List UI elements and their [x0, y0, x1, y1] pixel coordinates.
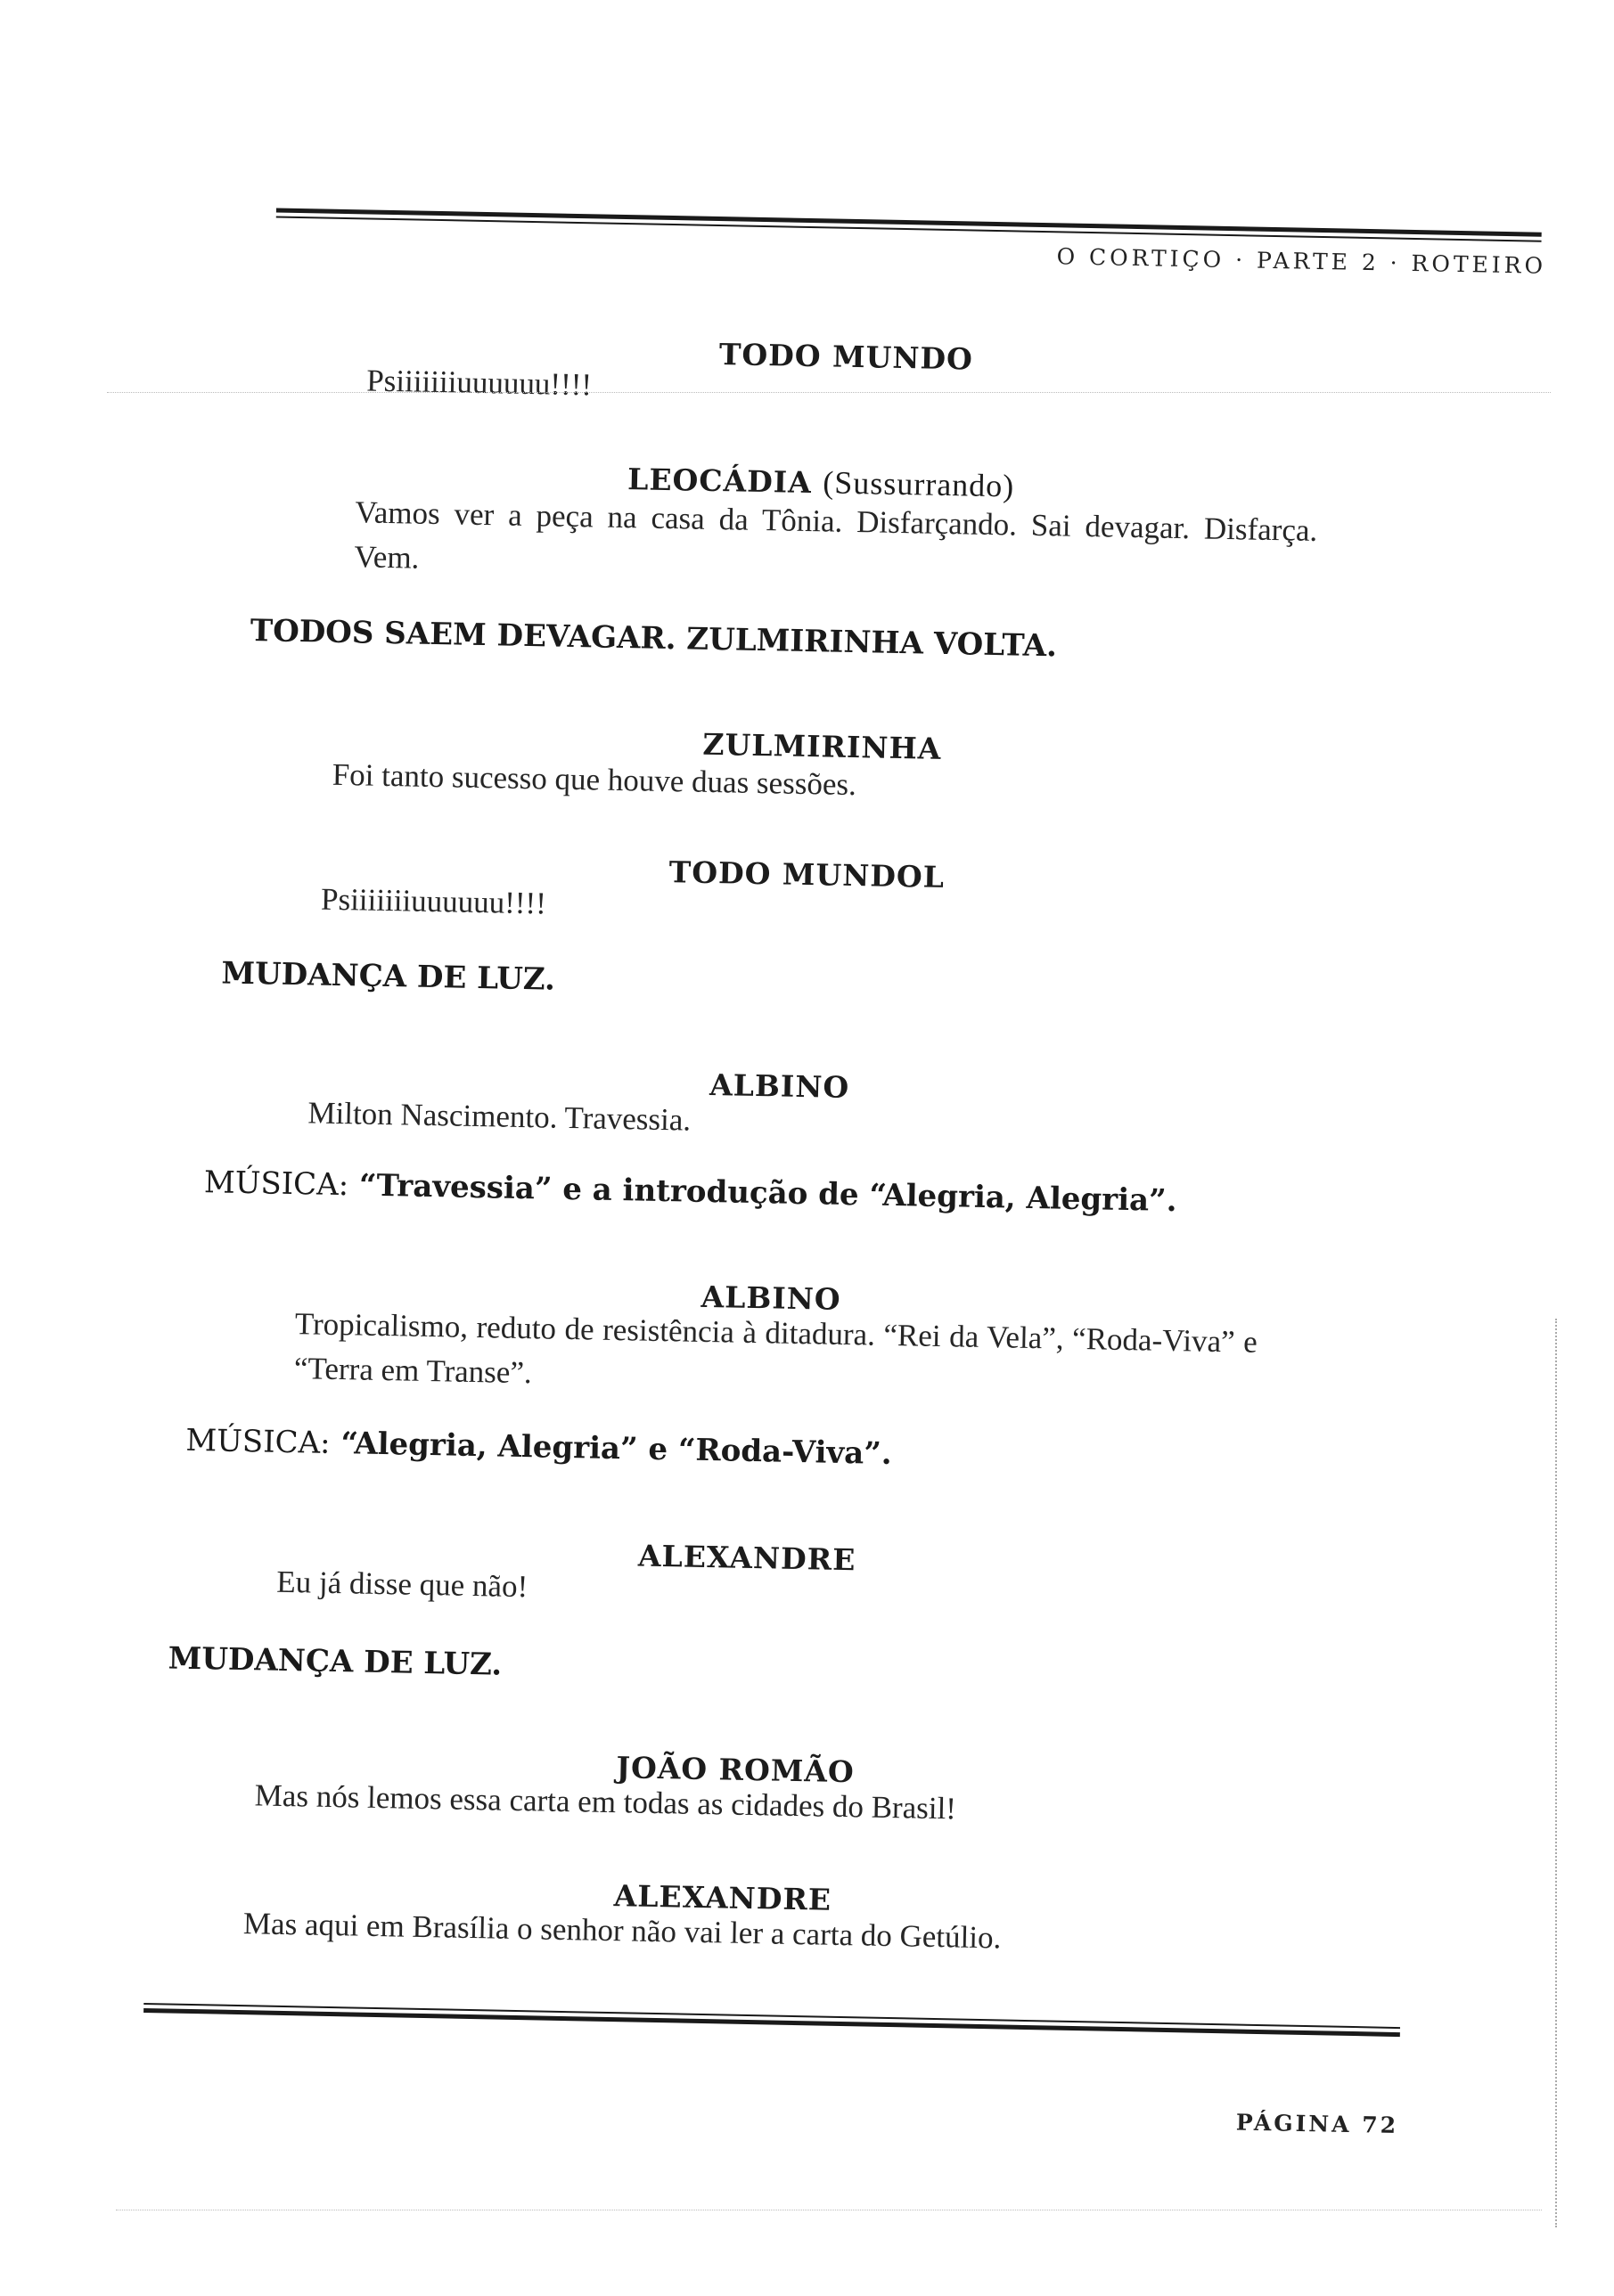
speaker-alexandre: ALEXANDRE	[637, 1538, 856, 1578]
music-cue	[204, 1164, 1177, 1219]
music-cue-prefix: MÚSICA:	[203, 1164, 349, 1204]
speaker-todo-mundo: TODO MUNDO	[718, 337, 974, 377]
stage-direction: MUDANÇA DE LUZ.	[168, 1640, 503, 1683]
page-number: PÁGINA 72	[1235, 2109, 1399, 2139]
music-cue	[185, 1423, 892, 1472]
dialogue-line: Psiiiiiiiuuuuuu!!!!	[365, 363, 593, 403]
speaker-alexandre: ALEXANDRE	[613, 1878, 832, 1917]
scan-artifact	[107, 392, 1551, 393]
stage-direction: TODOS SAEM DEVAGAR. ZULMIRINHA VOLTA.	[250, 613, 1058, 665]
dialogue-line: Vamos ver a peça na casa da Tônia. Disfarçando. Sai devagar. Disfarça. Vem.	[354, 494, 1318, 576]
speaker-name: LEOCÁDIA	[627, 462, 813, 501]
speaker-albino: ALBINO	[700, 1279, 842, 1317]
dialogue-line: Tropicalismo, reduto de resistência à ditadura. “Rei da Vela”, “Roda-Viva” e “Terra em Transe”.	[293, 1306, 1258, 1391]
stage-direction: MUDANÇA DE LUZ.	[221, 955, 556, 998]
dialogue-line: Mas aqui em Brasília o senhor não vai ler a carta do Getúlio.	[242, 1906, 1002, 1956]
speaker-zulmirinha: ZULMIRINHA	[702, 726, 942, 766]
speaker-joao-romao: JOÃO ROMÃO	[616, 1750, 856, 1790]
dialogue-line: Foi tanto sucesso que houve duas sessões.	[332, 756, 857, 803]
music-cue-text: “Alegria, Alegria” e “Roda-Viva”.	[340, 1426, 893, 1472]
footer-rule	[143, 2003, 1400, 2037]
dialogue-line: Psiiiiiiiuuuuuu!!!!	[320, 881, 547, 921]
speaker-todo-mundol: TODO MUNDOL	[668, 854, 946, 895]
music-cue-text: “Travessia” e a introdução de “Alegria, Alegria”.	[358, 1167, 1177, 1220]
scan-edge-artifact	[1555, 1319, 1562, 2227]
running-header: O CORTIÇO · PARTE 2 · ROTEIRO	[1056, 243, 1547, 279]
dialogue-line: Mas nós lemos essa carta em todas as cidades do Brasil!	[254, 1777, 957, 1826]
dialogue-line: Milton Nascimento. Travessia.	[307, 1095, 692, 1138]
header-rule	[276, 208, 1542, 241]
music-cue-prefix: MÚSICA:	[185, 1422, 331, 1461]
parenthetical: (Sussurrando)	[822, 464, 1015, 504]
dialogue-line: Eu já disse que não!	[276, 1564, 528, 1605]
speaker-albino: ALBINO	[709, 1066, 850, 1106]
